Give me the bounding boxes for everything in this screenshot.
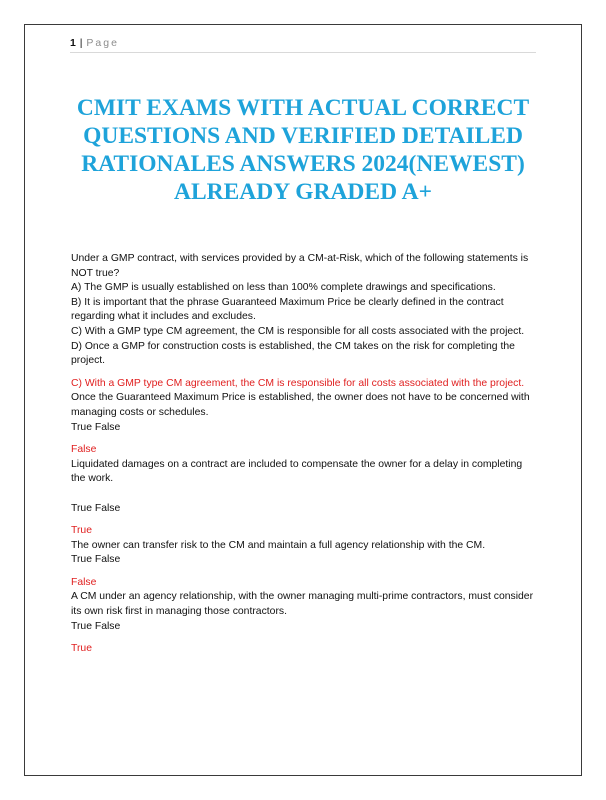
question-stem: Once the Guaranteed Maximum Price is established, the owner does not have to be concerned with managing costs or schedules. [71, 392, 530, 418]
question-stem: The owner can transfer risk to the CM and maintain a full agency relationship with the CM. [71, 539, 486, 551]
question-3 [71, 458, 539, 516]
answer-5: True [71, 643, 92, 655]
page-header [70, 37, 536, 53]
answer-4: False [71, 576, 97, 588]
question-2 [71, 391, 539, 435]
answer-1: C) With a GMP type CM agreement, the CM is responsible for all costs associated with the project. [71, 377, 525, 389]
answer-3: True [71, 525, 92, 537]
header-separator: | [79, 37, 83, 49]
question-4 [71, 539, 539, 568]
question-options: True False [71, 502, 121, 514]
question-options: True False [71, 554, 121, 566]
answer-2: False [71, 444, 97, 456]
question-options: True False [71, 421, 121, 433]
option-c: C) With a GMP type CM agreement, the CM is responsible for all costs associated with the project. [71, 325, 525, 337]
spacer [71, 487, 539, 502]
question-options: True False [71, 620, 121, 632]
option-b: B) It is important that the phrase Guaranteed Maximum Price be clearly defined in the contract regarding what it includes and excludes. [71, 296, 504, 323]
page-label: Page [86, 37, 119, 49]
question-5 [71, 590, 539, 634]
question-stem: Liquidated damages on a contract are included to compensate the owner for a delay in completing the work. [71, 458, 523, 485]
option-d: D) Once a GMP for construction costs is established, the CM takes on the risk for completing the project. [71, 340, 515, 367]
question-stem: Under a GMP contract, with services provided by a CM-at-Risk, which of the following statements is NOT true? [71, 253, 529, 279]
page-number: 1 [70, 37, 77, 49]
question-stem: A CM under an agency relationship, with the owner managing multi-prime contractors, must consider its own risk first in managing those contractors. [71, 591, 534, 618]
option-a: A) The GMP is usually established on less than 100% complete drawings and specifications. [71, 282, 496, 294]
document-body [71, 252, 539, 657]
document-title: CMIT EXAMS WITH ACTUAL CORRECT QUESTIONS AND VERIFIED DETAILED RATIONALES ANSWERS 2024(NEWEST) ALREADY GRADED A+ [76, 95, 530, 205]
question-1 [71, 252, 539, 369]
